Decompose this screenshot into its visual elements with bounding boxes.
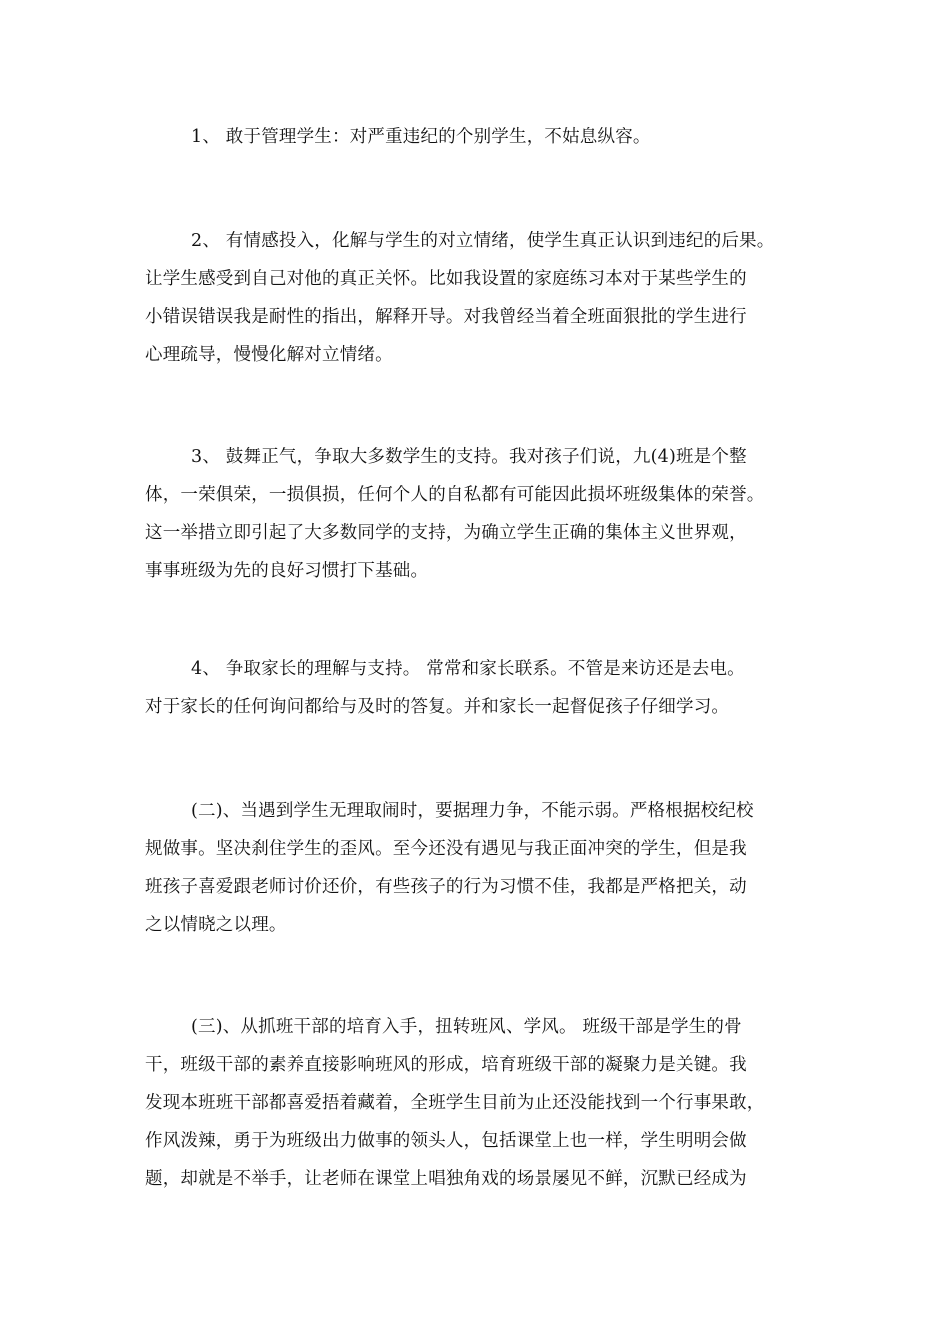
paragraph-1 [145,118,825,156]
text-line: 小错误错误我是耐性的指出，解释开导。对我曾经当着全班面狠批的学生进行 [145,307,747,327]
text-line: 干，班级干部的素养直接影响班风的形成，培育班级干部的凝聚力是关键。我 [145,1055,747,1075]
text-line: 对于家长的任何询问都给与及时的答复。并和家长一起督促孩子仔细学习。 [145,697,730,717]
text-line: 1、 敢于管理学生：对严重违纪的个别学生，不姑息纵容。 [191,127,651,147]
text-line: (二)、当遇到学生无理取闹时，要据理力争，不能示弱。严格根据校纪校 [191,801,754,821]
paragraph-4 [145,650,825,726]
text-line: 体，一荣俱荣，一损俱损，任何个人的自私都有可能因此损坏班级集体的荣誉。 [145,485,765,505]
text-line: 2、 有情感投入，化解与学生的对立情绪，使学生真正认识到违纪的后果。 [191,231,775,251]
text-line: 发现本班班干部都喜爱捂着藏着，全班学生目前为止还没能找到一个行事果敢， [145,1093,765,1113]
text-line: 规做事。坚决刹住学生的歪风。至今还没有遇见与我正面冲突的学生，但是我 [145,839,747,859]
text-line: 作风泼辣，勇于为班级出力做事的领头人，包括课堂上也一样，学生明明会做 [145,1131,747,1151]
text-line: 3、 鼓舞正气，争取大多数学生的支持。我对孩子们说，九(4)班是个整 [191,447,747,467]
text-line: 这一举措立即引起了大多数同学的支持，为确立学生正确的集体主义世界观， [145,523,747,543]
paragraph-2 [145,222,825,374]
paragraph-5 [145,792,825,944]
text-line: 题，却就是不举手，让老师在课堂上唱独角戏的场景屡见不鲜，沉默已经成为 [145,1169,747,1189]
text-line: 心理疏导，慢慢化解对立情绪。 [145,345,393,365]
text-line: 让学生感受到自己对他的真正关怀。比如我设置的家庭练习本对于某些学生的 [145,269,747,289]
text-line: 班孩子喜爱跟老师讨价还价，有些孩子的行为习惯不佳，我都是严格把关，动 [145,877,747,897]
paragraph-3 [145,438,825,590]
text-line: (三)、从抓班干部的培育入手，扭转班风、学风。 班级干部是学生的骨 [191,1017,742,1037]
paragraph-6 [145,1008,825,1198]
text-line: 事事班级为先的良好习惯打下基础。 [145,561,429,581]
text-line: 4、 争取家长的理解与支持。 常常和家长联系。不管是来访还是去电。 [191,659,745,679]
text-line: 之以情晓之以理。 [145,915,287,935]
